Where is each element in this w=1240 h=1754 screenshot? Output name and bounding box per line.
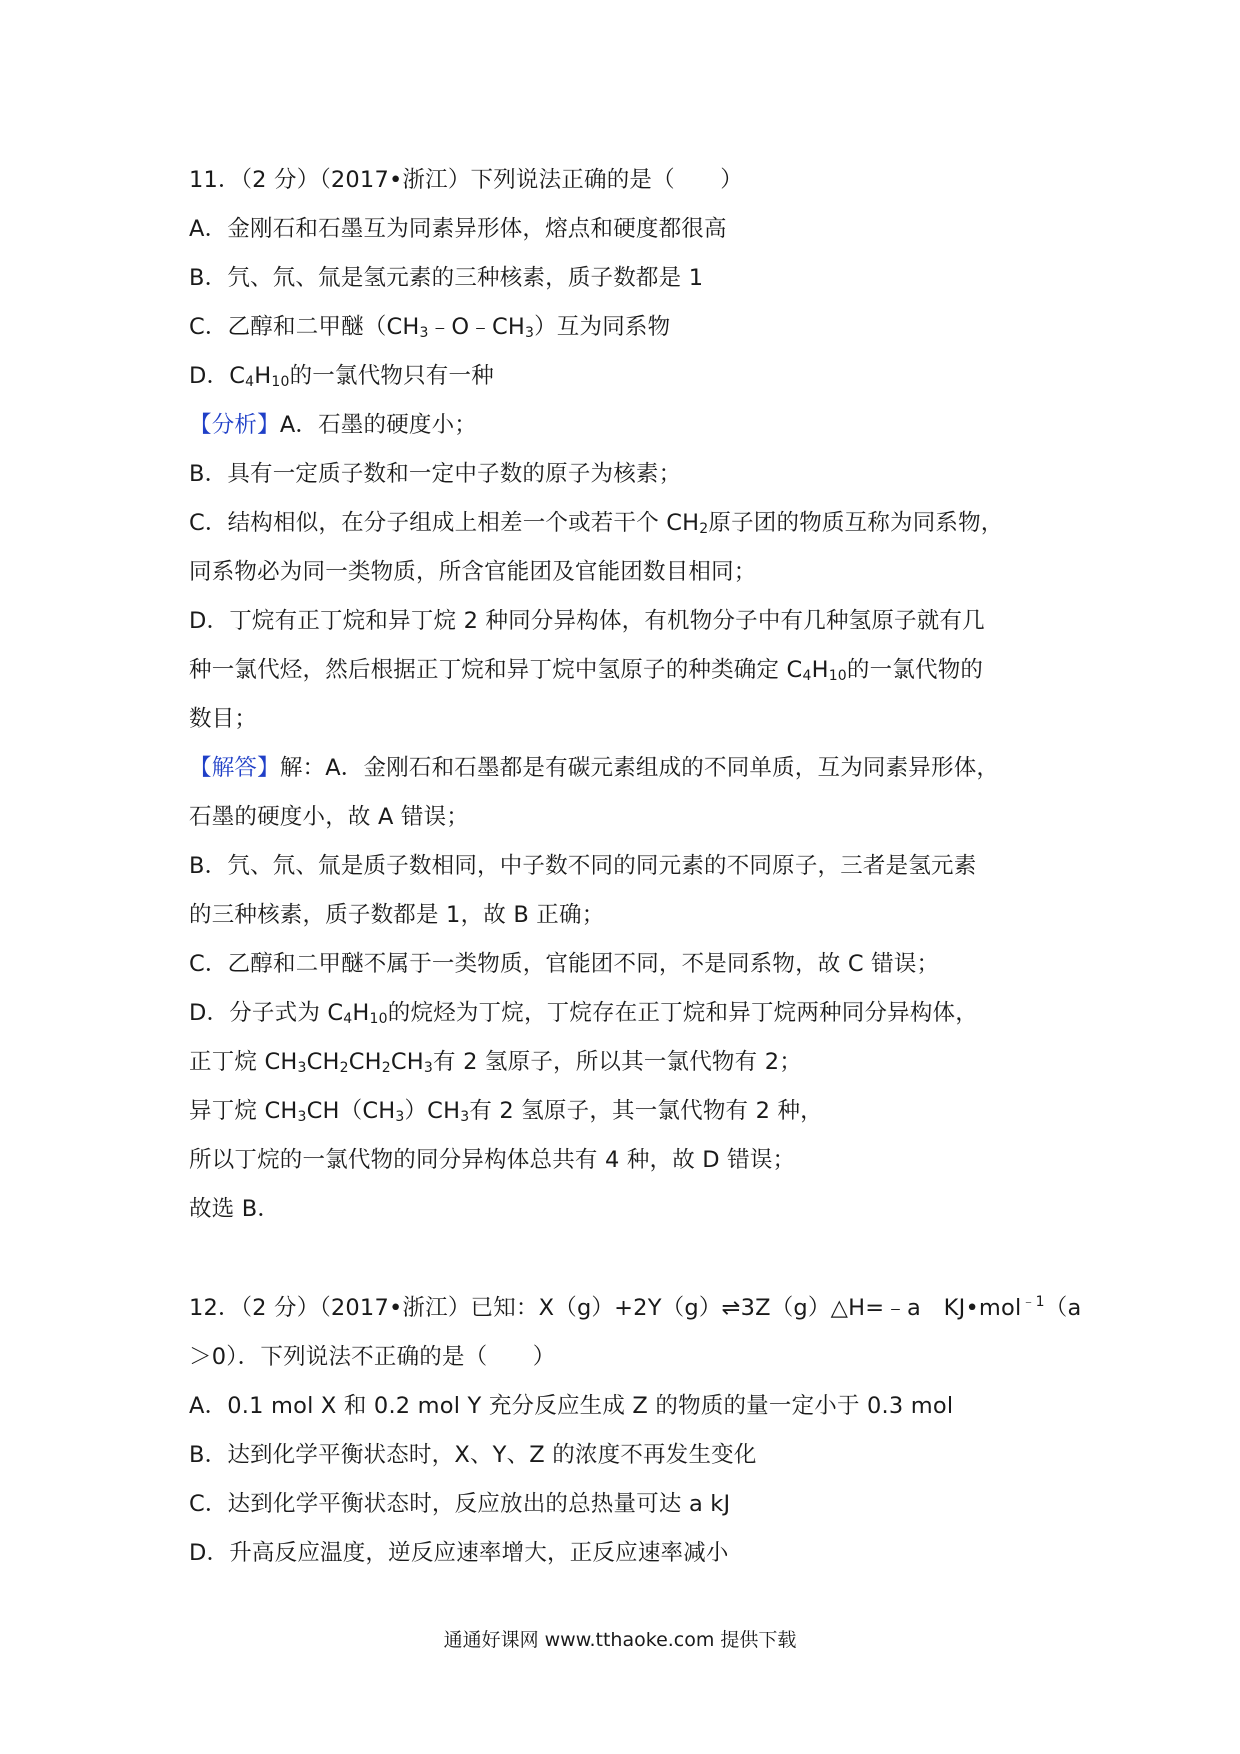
text-part: 的一氯代物只有一种 [289, 363, 494, 389]
document-body [189, 156, 1082, 1578]
text-part: 的烷烃为丁烷，丁烷存在正丁烷和异丁烷两种同分异构体， [387, 1000, 978, 1026]
text-part: A．0.1 mol X 和 0.2 mol Y 充分反应生成 Z 的物质的量一定小于 0.3 mol [189, 1393, 954, 1419]
text-part: B．氕、氘、氚是质子数相同，中子数不同的同元素的不同原子，三者是氢元素 [189, 853, 977, 879]
subscript: 3 [419, 325, 429, 341]
q12-option-c [189, 1480, 1069, 1529]
text-part: 所以丁烷的一氯代物的同分异构体总共有 4 种，故 D 错误； [189, 1147, 796, 1173]
analysis-tag: 【分析】 [189, 412, 280, 438]
subscript: 4 [802, 668, 812, 684]
text-part: 原子团的物质互称为同系物， [708, 510, 1004, 536]
text-part: 种一氯代烃，然后根据正丁烷和异丁烷中氢原子的种类确定 C [189, 657, 803, 683]
subscript: 3 [297, 1109, 307, 1125]
q11-option-a-text: A．金刚石和石墨互为同素异形体，熔点和硬度都很高 [189, 216, 727, 242]
q11-header [189, 156, 1069, 205]
q11-answer-d3 [189, 1087, 1069, 1136]
text-part: C．结构相似，在分子组成上相差一个或若干个 CH [189, 510, 700, 536]
q12-option-a [189, 1382, 1069, 1431]
text-part: 有 2 氢原子，其一氯代物有 2 种， [469, 1098, 823, 1124]
q11-answer-a2 [189, 793, 1069, 842]
q12-option-d [189, 1529, 1069, 1578]
text-part: 的一氯代物的 [846, 657, 984, 683]
q11-answer-d4 [189, 1136, 1069, 1185]
text-part: 正丁烷 CH [189, 1049, 298, 1075]
q11-answer-b1 [189, 842, 1069, 891]
text-part: ）互为同系物 [534, 314, 671, 340]
subscript: 10 [271, 374, 290, 390]
text-part: 数目； [189, 706, 258, 732]
text-part: 石墨的硬度小，故 A 错误； [189, 804, 469, 830]
subscript: 3 [460, 1109, 470, 1125]
text-part: CH [390, 1049, 424, 1075]
q12-option-b [189, 1431, 1069, 1480]
text-part: B．具有一定质子数和一定中子数的原子为核素； [189, 461, 682, 487]
subscript: 2 [381, 1060, 391, 1076]
q11-answer-c [189, 940, 1069, 989]
q11-analysis-d2 [189, 646, 1069, 695]
text-part: H [352, 1000, 370, 1026]
q11-option-a [189, 205, 1069, 254]
text-part: 12．（2 分）（2017•浙江）已知：X（g）+2Y（g）⇌3Z（g）△H=﹣a KJ•mol [189, 1295, 1022, 1321]
q11-analysis-c2 [189, 548, 1069, 597]
q11-option-d [189, 352, 1069, 401]
text-part: ）CH [404, 1098, 461, 1124]
q11-answer-a1 [189, 744, 1069, 793]
superscript: ﹣1 [1021, 1294, 1045, 1310]
text-part: 有 2 氢原子，所以其一氯代物有 2； [433, 1049, 802, 1075]
text-part: ＞0）．下列说法不正确的是（ ） [189, 1344, 556, 1370]
text-part: D．分子式为 C [189, 1000, 344, 1026]
text-part: D．升高反应温度，逆反应速率增大，正反应速率减小 [189, 1540, 729, 1566]
text-part: C．达到化学平衡状态时，反应放出的总热量可达 a kJ [189, 1491, 731, 1517]
text-part: （a [1044, 1295, 1082, 1321]
text-part: 同系物必为同一类物质，所含官能团及官能团数目相同； [189, 559, 757, 585]
q11-analysis-a [189, 401, 1069, 450]
text-part: CH [306, 1049, 340, 1075]
q11-answer-d2 [189, 1038, 1069, 1087]
q11-analysis-d1 [189, 597, 1069, 646]
q11-header-text: 11．（2 分）（2017•浙江）下列说法正确的是（ ） [189, 167, 743, 193]
q11-answer-d1 [189, 989, 1069, 1038]
text-part: 异丁烷 CH [189, 1098, 298, 1124]
answer-tag: 【解答】 [189, 755, 280, 781]
subscript: 10 [828, 668, 847, 684]
text-part: D．丁烷有正丁烷和异丁烷 2 种同分异构体，有机物分子中有几种氢原子就有几 [189, 608, 985, 634]
subscript: 2 [339, 1060, 349, 1076]
q11-analysis-d3 [189, 695, 1069, 744]
subscript: 10 [369, 1011, 388, 1027]
q11-analysis-b [189, 450, 1069, 499]
text-part: 的三种核素，质子数都是 1，故 B 正确； [189, 902, 605, 928]
subscript: 2 [699, 521, 709, 537]
q12-header-1 [189, 1284, 1082, 1333]
subscript: 4 [245, 374, 255, 390]
text-part: 解：A．金刚石和石墨都是有碳元素组成的不同单质，互为同素异形体， [279, 755, 1000, 781]
text-part: H [811, 657, 829, 683]
q11-option-c [189, 303, 1069, 352]
q11-analysis-c1 [189, 499, 1069, 548]
subscript: 3 [297, 1060, 307, 1076]
subscript: 3 [525, 325, 535, 341]
text-part: CH [348, 1049, 382, 1075]
page-footer: 通通好课网 www.tthaoke.com 提供下载 [443, 1629, 797, 1651]
text-part: C．乙醇和二甲醚不属于一类物质，官能团不同，不是同系物，故 C 错误； [189, 951, 940, 977]
text-part: CH（CH [306, 1098, 396, 1124]
text-part: D．C [189, 363, 246, 389]
subscript: 4 [343, 1011, 353, 1027]
text-part: ﹣O﹣CH [428, 314, 525, 340]
q11-option-b-text: B．氕、氘、氚是氢元素的三种核素，质子数都是 1 [189, 265, 704, 291]
text-part: H [254, 363, 272, 389]
text-part: 故选 B． [189, 1196, 281, 1222]
text-part: A．石墨的硬度小； [279, 412, 478, 438]
q11-option-b [189, 254, 1069, 303]
q12-header-2 [189, 1333, 1069, 1382]
text-part: C．乙醇和二甲醚（CH [189, 314, 420, 340]
q11-answer-b2 [189, 891, 1069, 940]
text-part: B．达到化学平衡状态时，X、Y、Z 的浓度不再发生变化 [189, 1442, 757, 1468]
question-spacer [189, 1234, 1069, 1284]
subscript: 3 [395, 1109, 405, 1125]
q11-answer-final [189, 1185, 1069, 1234]
subscript: 3 [423, 1060, 434, 1076]
